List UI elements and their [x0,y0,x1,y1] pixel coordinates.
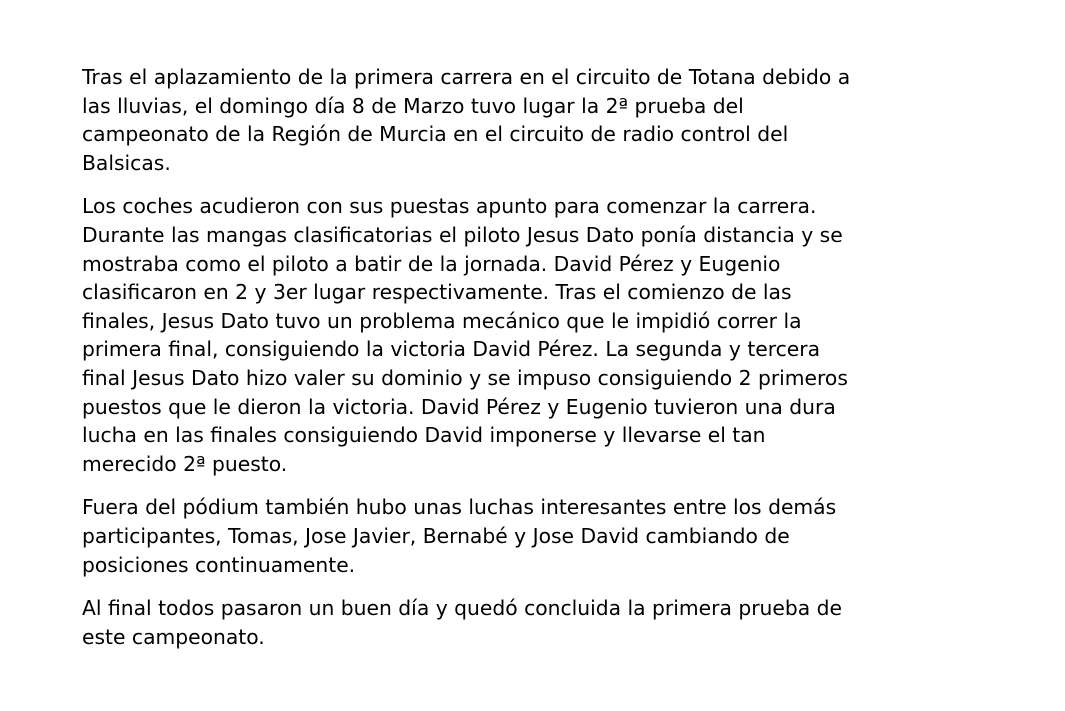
paragraph-race-summary: Los coches acudieron con sus puestas apunto para comenzar la carrera. Durante las mangas clasificatorias el piloto Jesus Dato ponía distancia y se mostraba como el piloto a batir de la jornada. David Pérez y Eugenio clasificaron en 2 y 3er lugar respectivamente. Tras el comienzo de las finales, Jesus Dato tuvo un problema mecánico que le impidió correr la primera final, consiguiendo la victoria David Pérez. La segunda y tercera final Jesus Dato hizo valer su dominio y se impuso consiguiendo 2 primeros puestos que le dieron la victoria. David Pérez y Eugenio tuvieron una dura lucha en las finales consiguiendo David imponerse y llevarse el tan merecido 2ª puesto. [82,194,848,476]
paragraph-conclusion: Al final todos pasaron un buen día y quedó concluida la primera prueba de este campeonato. [82,596,842,649]
paragraph-other-participants: Fuera del pódium también hubo unas luchas interesantes entre los demás participantes, Tomas, Jose Javier, Bernabé y Jose David cambiando de posiciones continuamente. [82,495,837,577]
paragraph-intro: Tras el aplazamiento de la primera carrera en el circuito de Totana debido a las lluvias, el domingo día 8 de Marzo tuvo lugar la 2ª prueba del campeonato de la Región de Murcia en el circuito de radio control del Balsicas. [82,65,851,175]
article-body [82,63,982,651]
